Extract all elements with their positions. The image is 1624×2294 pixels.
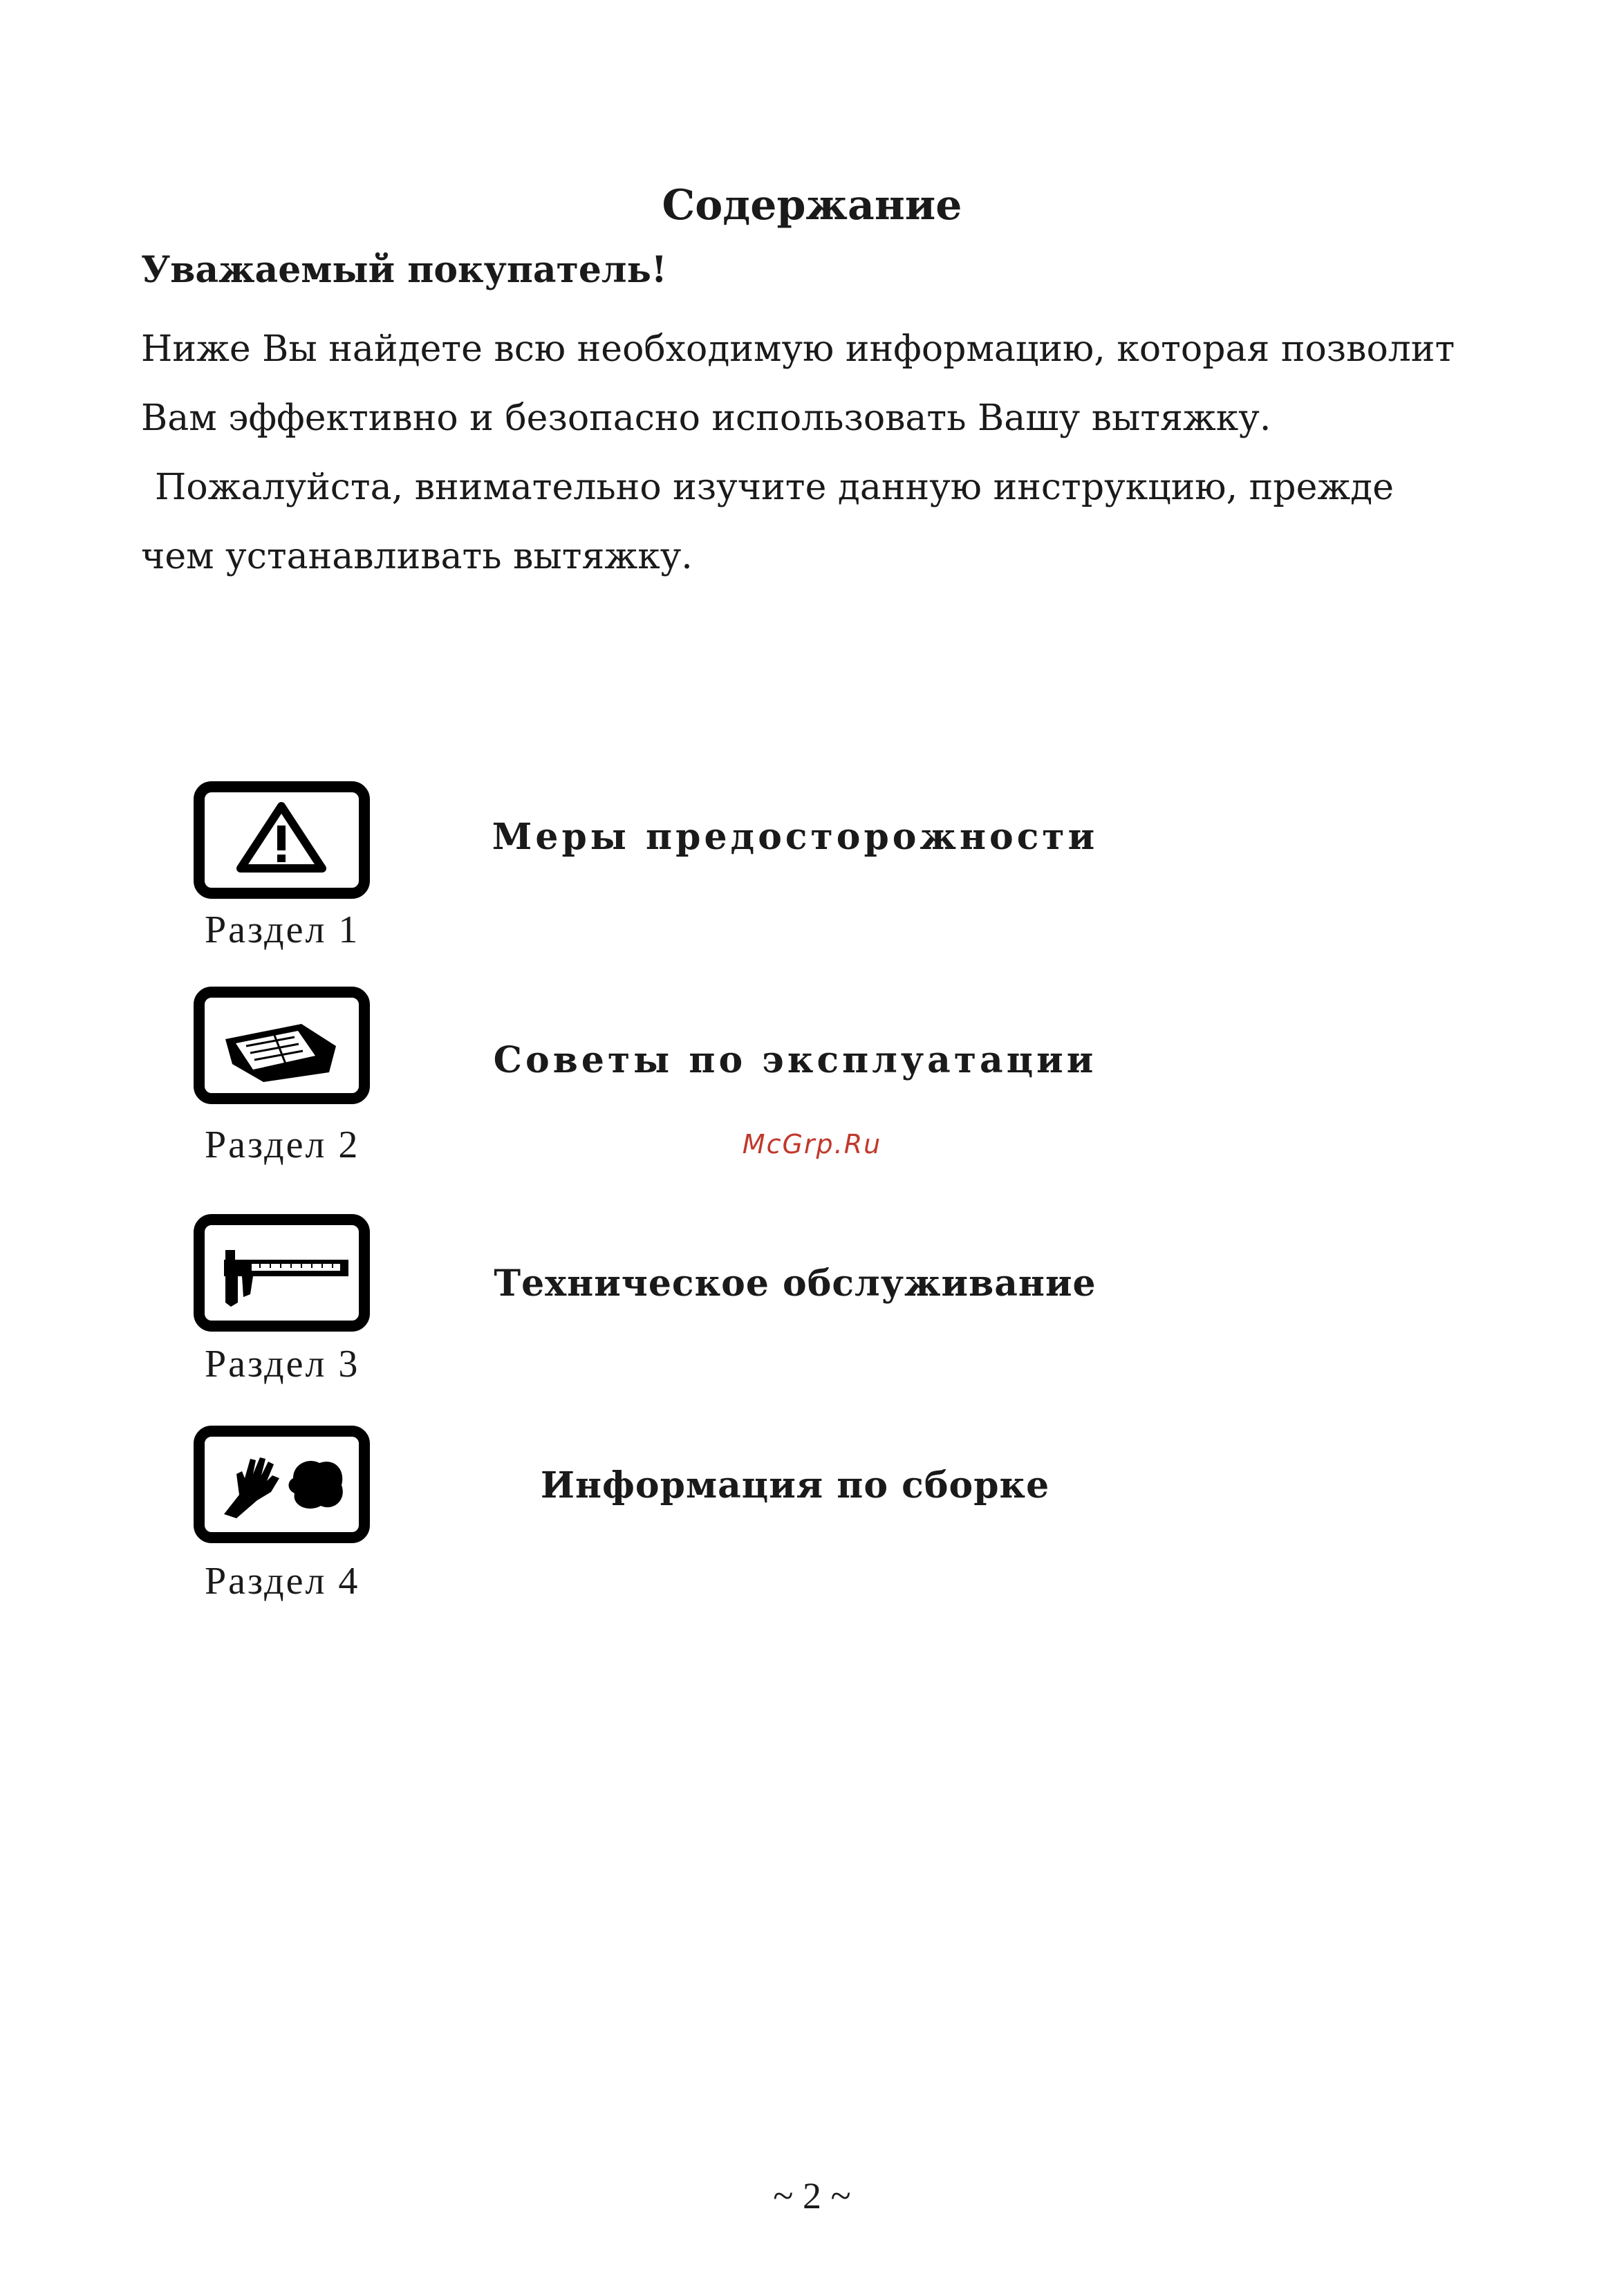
intro-line: Пожалуйста, внимательно изучите данную инструкцию, прежде	[155, 467, 1394, 508]
section-label: Раздел 1	[205, 908, 360, 951]
section-heading[interactable]: Меры предосторожности	[492, 816, 1099, 858]
caliper-icon	[194, 1214, 370, 1332]
section-label: Раздел 2	[205, 1123, 360, 1166]
section-label: Раздел 4	[205, 1560, 360, 1603]
intro-line: Вам эффективно и безопасно использовать Вашу вытяжку.	[141, 398, 1271, 439]
glove-sponge-icon	[194, 1426, 370, 1543]
section-heading[interactable]: Советы по эксплуатации	[493, 1039, 1097, 1081]
open-book-icon	[194, 987, 370, 1104]
watermark: McGrp.Ru	[742, 1129, 882, 1159]
section-label: Раздел 3	[205, 1343, 360, 1386]
page-title: Содержание	[662, 181, 962, 230]
greeting: Уважаемый покупатель!	[141, 249, 667, 291]
intro-paragraph	[141, 315, 1565, 591]
page-number: ~ 2 ~	[773, 2175, 851, 2217]
section-heading[interactable]: Техническое обслуживание	[494, 1262, 1096, 1305]
intro-line: Ниже Вы найдете всю необходимую информацию, которая позволит	[141, 328, 1455, 370]
warning-triangle-icon	[194, 781, 370, 899]
section-heading[interactable]: Информация по сборке	[540, 1464, 1050, 1507]
intro-line: чем устанавливать вытяжку.	[141, 536, 693, 577]
